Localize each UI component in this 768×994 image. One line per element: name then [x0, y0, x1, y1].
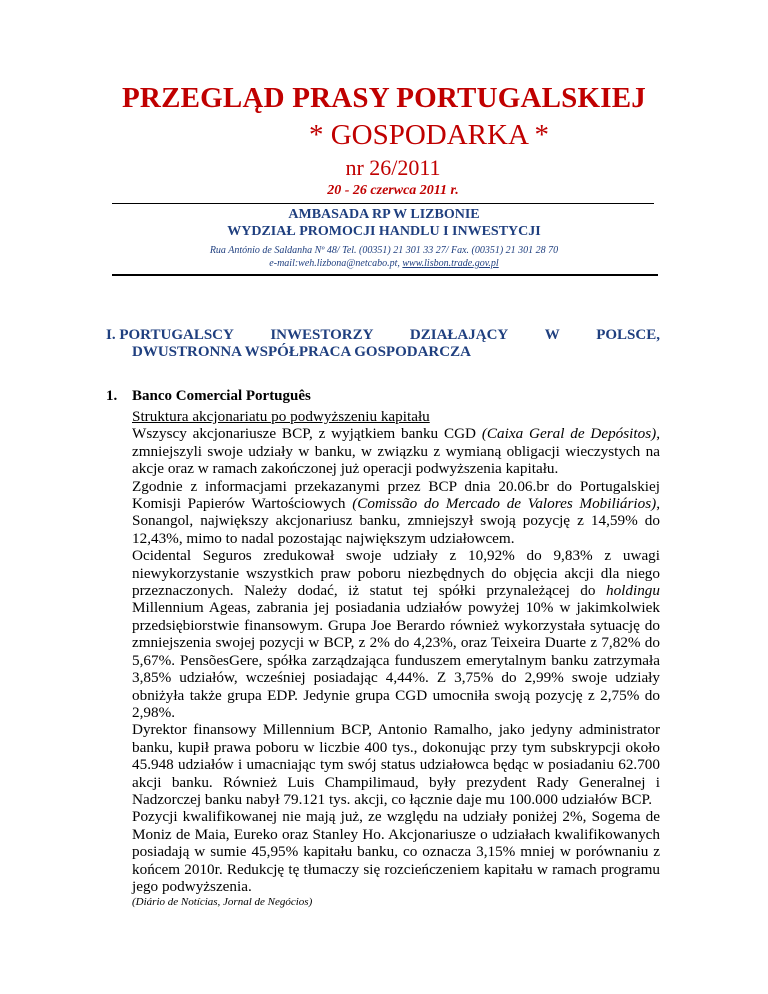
website-link[interactable]: www.lisbon.trade.gov.pl: [402, 258, 499, 269]
paragraph-1: Wszyscy akcjonariusze BCP, z wyjątkiem banku CGD (Caixa Geral de Depósitos), zmniejszyli swoje udziały w banku, w związku z wymianą obligacji wieczystych na akcje oraz w ramach zakończonej już operacji podwyższenia kapitału.: [132, 425, 660, 478]
address-divider: [112, 274, 658, 276]
paragraph-5: Pozycji kwalifikowanej nie mają już, ze względu na udziały poniżej 2%, Sogema de Moniz de Maia, Eureko oraz Stanley Ho. Akcjonariusze o udziałach kwalifikowanych posiadają w sumie 45,95% kapitału banku, co oznacza 3,15% mniej w porównaniu z końcem 2010r. Redukcję tę tłumaczy się rozcieńczeniem kapitału w ramach programu jego podwyższenia.: [132, 808, 660, 895]
article-body: [132, 408, 660, 909]
contact-email: e-mail:weh.lizbona@netcabo.pt,: [269, 258, 403, 269]
paragraph-3: Ocidental Seguros zredukował swoje udziały z 10,92% do 9,83% z uwagi niewykorzystanie wszystkich praw poboru niezbędnych do objęcia akcji dla niego przeznaczonych. Należy dodać, iż statut tej spółki przynależącej do holdingu Millennium Ageas, zabrania jej posiadania udziałów powyżej 10% w jakimkolwiek przedsiębiorstwie finansowym. Grupa Joe Berardo również wykorzystała sytuację do zmniejszenia swojej pozycji w BCP, z 2% do 4,23%, oraz Teixeira Duarte z 7,82% do 5,67%. PensõesGere, spółka zarządzająca funduszem emerytalnym banku zatrzymała 3,85% udziałów, wcześniej posiadając 4,44%. Z 3,75% do 2,99% swoje udziały obniżyła także grupa EDP. Jedynie grupa CGD umocniła swoją pozycję z 2,75% do 2,98%.: [132, 547, 660, 721]
page-subtitle: * GOSPODARKA *: [308, 119, 550, 151]
section-word-5: POLSCE,: [596, 327, 660, 343]
article-title: Banco Comercial Português: [132, 388, 311, 404]
issue-number: nr 26/2011: [345, 155, 441, 180]
section-word-3: DZIAŁAJĄCY: [409, 327, 509, 343]
contact-online: [0, 258, 768, 269]
section-number-and-word-1: I. PORTUGALSCY: [106, 327, 234, 343]
embassy-name: AMBASADA RP W LIZBONIE: [288, 207, 480, 222]
paragraph-4: Dyrektor finansowy Millennium BCP, Antonio Ramalho, jako jedyny administrator banku, kupił prawa poboru w liczbie 400 tys., dokonując przy tym subskrypcji około 45.948 udziałów i umacniając tym swój status udziałowca będąc w posiadaniu 62.700 akcji banku. Również Luis Champilimaud, były prezydent Rady Generalnej i Nadzorczej banku nabył 79.121 tys. akcji, co łącznie daje mu 100.000 udziałów BCP.: [132, 721, 660, 808]
page-title: PRZEGLĄD PRASY PORTUGALSKIEJ: [122, 82, 646, 114]
article-heading: [106, 388, 311, 405]
section-word-2: INWESTORZY: [270, 327, 374, 343]
department-name: WYDZIAŁ PROMOCJI HANDLU I INWESTYCJI: [227, 224, 541, 239]
article-subtitle: Struktura akcjonariatu po podwyższeniu kapitału: [132, 408, 430, 425]
contact-address: Rua António de Saldanha Nº 48/ Tel. (00351) 21 301 33 27/ Fax. (00351) 21 301 28 70: [209, 245, 559, 256]
section-word-4: W: [544, 327, 560, 343]
header-divider: [112, 203, 654, 204]
section-heading-line2: DWUSTRONNA WSPÓŁPRACA GOSPODARCZA: [132, 344, 471, 360]
article-source: (Diário de Notícias, Jornal de Negócios): [132, 896, 313, 909]
paragraph-2: Zgodnie z informacjami przekazanymi przez BCP dnia 20.06.br do Portugalskiej Komisji Papierów Wartościowych (Comissão do Mercado de Valores Mobiliários), Sonangol, największy akcjonariusz banku, zmniejszył swoją pozycję z 14,59% do 12,43%, mimo to nadal pozostając największym udziałowcem.: [132, 477, 660, 547]
issue-dates: 20 - 26 czerwca 2011 r.: [327, 183, 459, 198]
section-heading: [106, 327, 660, 361]
article-number: 1.: [106, 388, 118, 404]
